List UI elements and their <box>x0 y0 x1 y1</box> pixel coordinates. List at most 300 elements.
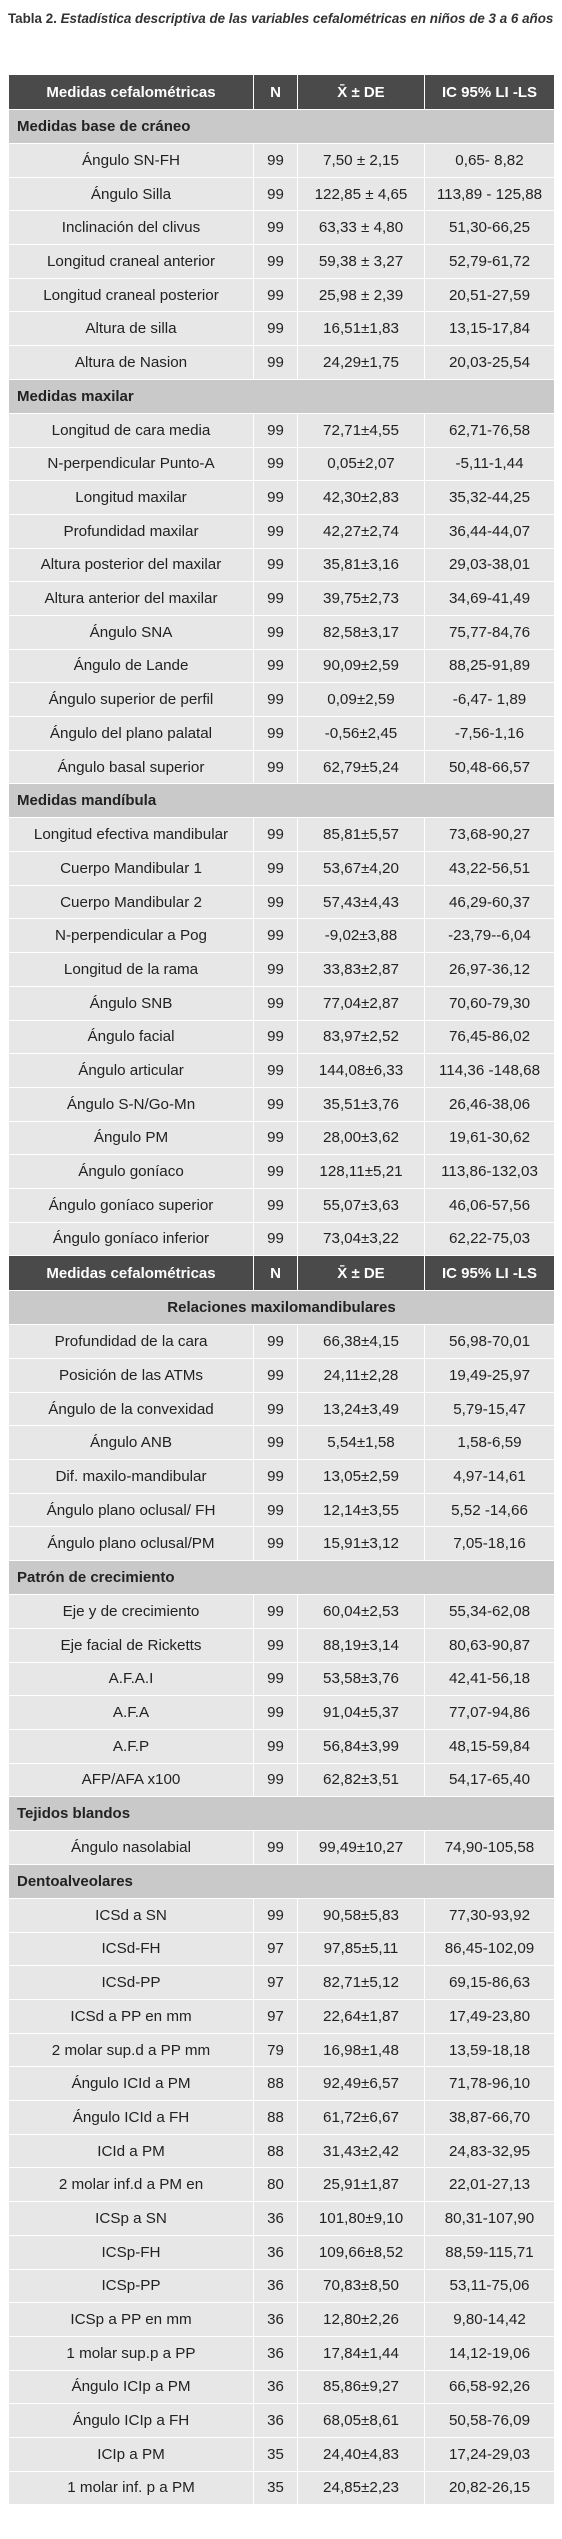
column-header: Medidas cefalométricas <box>9 1256 254 1291</box>
ci-range: 66,58-92,26 <box>425 2370 555 2404</box>
column-header: X̄ ± DE <box>298 1256 425 1291</box>
table-row <box>9 649 555 683</box>
measure-name: ICSd a PP en mm <box>9 2000 254 2034</box>
section-title: Medidas base de cráneo <box>9 110 555 144</box>
table-row <box>9 1054 555 1088</box>
measure-name: ICSd-FH <box>9 1932 254 1966</box>
n-value: 99 <box>254 953 298 987</box>
ci-range: 20,82-26,15 <box>425 2471 555 2505</box>
ci-range: 0,65- 8,82 <box>425 144 555 178</box>
mean-sd: 25,91±1,87 <box>298 2168 425 2202</box>
mean-sd: 101,80±9,10 <box>298 2202 425 2236</box>
ci-range: 113,89 - 125,88 <box>425 177 555 211</box>
table-caption <box>0 0 562 74</box>
ci-range: 56,98-70,01 <box>425 1325 555 1359</box>
ci-range: 114,36 -148,68 <box>425 1054 555 1088</box>
n-value: 99 <box>254 1426 298 1460</box>
mean-sd: 72,71±4,55 <box>298 413 425 447</box>
ci-range: 51,30-66,25 <box>425 211 555 245</box>
n-value: 35 <box>254 2437 298 2471</box>
table-row <box>9 2033 555 2067</box>
measure-name: A.F.A.I <box>9 1662 254 1696</box>
mean-sd: 88,19±3,14 <box>298 1628 425 1662</box>
table-row <box>9 2000 555 2034</box>
table-row <box>9 514 555 548</box>
ci-range: 53,11-75,06 <box>425 2269 555 2303</box>
mean-sd: 12,80±2,26 <box>298 2303 425 2337</box>
measure-name: Longitud maxilar <box>9 481 254 515</box>
mean-sd: -9,02±3,88 <box>298 919 425 953</box>
table-row <box>9 953 555 987</box>
table-row <box>9 919 555 953</box>
ci-range: 13,59-18,18 <box>425 2033 555 2067</box>
cephalometric-table <box>8 74 555 2505</box>
mean-sd: 22,64±1,87 <box>298 2000 425 2034</box>
mean-sd: 97,85±5,11 <box>298 1932 425 1966</box>
mean-sd: 24,85±2,23 <box>298 2471 425 2505</box>
section-title: Dentoalveolares <box>9 1864 555 1898</box>
n-value: 99 <box>254 1595 298 1629</box>
ci-range: 26,97-36,12 <box>425 953 555 987</box>
mean-sd: 144,08±6,33 <box>298 1054 425 1088</box>
table-row <box>9 548 555 582</box>
ci-range: 71,78-96,10 <box>425 2067 555 2101</box>
mean-sd: 12,14±3,55 <box>298 1493 425 1527</box>
measure-name: Longitud de cara media <box>9 413 254 447</box>
n-value: 99 <box>254 1527 298 1561</box>
n-value: 36 <box>254 2202 298 2236</box>
mean-sd: 5,54±1,58 <box>298 1426 425 1460</box>
measure-name: Ángulo plano oclusal/PM <box>9 1527 254 1561</box>
measure-name: N-perpendicular a Pog <box>9 919 254 953</box>
ci-range: 54,17-65,40 <box>425 1763 555 1797</box>
n-value: 88 <box>254 2067 298 2101</box>
mean-sd: 70,83±8,50 <box>298 2269 425 2303</box>
ci-range: 77,30-93,92 <box>425 1898 555 1932</box>
ci-range: 14,12-19,06 <box>425 2336 555 2370</box>
mean-sd: 62,79±5,24 <box>298 750 425 784</box>
measure-name: Altura posterior del maxilar <box>9 548 254 582</box>
section-title: Medidas maxilar <box>9 379 555 413</box>
measure-name: Longitud craneal posterior <box>9 278 254 312</box>
mean-sd: 82,58±3,17 <box>298 615 425 649</box>
mean-sd: 83,97±2,52 <box>298 1020 425 1054</box>
ci-range: 13,15-17,84 <box>425 312 555 346</box>
ci-range: 73,68-90,27 <box>425 818 555 852</box>
table-row <box>9 481 555 515</box>
column-header: N <box>254 75 298 110</box>
measure-name: 2 molar sup.d a PP mm <box>9 2033 254 2067</box>
n-value: 99 <box>254 245 298 279</box>
n-value: 99 <box>254 1121 298 1155</box>
table-row <box>9 1966 555 2000</box>
ci-range: 75,77-84,76 <box>425 615 555 649</box>
mean-sd: 42,30±2,83 <box>298 481 425 515</box>
n-value: 99 <box>254 1729 298 1763</box>
table-row <box>9 1155 555 1189</box>
section-header-row <box>9 1291 555 1325</box>
mean-sd: 92,49±6,57 <box>298 2067 425 2101</box>
measure-name: Ángulo nasolabial <box>9 1831 254 1865</box>
ci-range: 62,71-76,58 <box>425 413 555 447</box>
n-value: 99 <box>254 1763 298 1797</box>
column-header: Medidas cefalométricas <box>9 75 254 110</box>
measure-name: Ángulo superior de perfil <box>9 683 254 717</box>
n-value: 99 <box>254 919 298 953</box>
measure-name: Longitud de la rama <box>9 953 254 987</box>
ci-range: 113,86-132,03 <box>425 1155 555 1189</box>
mean-sd: 31,43±2,42 <box>298 2134 425 2168</box>
mean-sd: 0,09±2,59 <box>298 683 425 717</box>
measure-name: Profundidad de la cara <box>9 1325 254 1359</box>
measure-name: Eje y de crecimiento <box>9 1595 254 1629</box>
mean-sd: 59,38 ± 3,27 <box>298 245 425 279</box>
n-value: 99 <box>254 885 298 919</box>
mean-sd: 57,43±4,43 <box>298 885 425 919</box>
mean-sd: 13,05±2,59 <box>298 1460 425 1494</box>
mean-sd: 0,05±2,07 <box>298 447 425 481</box>
mean-sd: 73,04±3,22 <box>298 1222 425 1256</box>
ci-range: 5,79-15,47 <box>425 1392 555 1426</box>
table-row <box>9 885 555 919</box>
table-row <box>9 346 555 380</box>
mean-sd: 90,09±2,59 <box>298 649 425 683</box>
n-value: 99 <box>254 1087 298 1121</box>
mean-sd: -0,56±2,45 <box>298 717 425 751</box>
n-value: 99 <box>254 514 298 548</box>
ci-range: 24,83-32,95 <box>425 2134 555 2168</box>
ci-range: 48,15-59,84 <box>425 1729 555 1763</box>
measure-name: Ángulo plano oclusal/ FH <box>9 1493 254 1527</box>
mean-sd: 42,27±2,74 <box>298 514 425 548</box>
ci-range: 62,22-75,03 <box>425 1222 555 1256</box>
mean-sd: 85,81±5,57 <box>298 818 425 852</box>
mean-sd: 60,04±2,53 <box>298 1595 425 1629</box>
table-row <box>9 717 555 751</box>
measure-name: ICSd a SN <box>9 1898 254 1932</box>
measure-name: ICSp a PP en mm <box>9 2303 254 2337</box>
mean-sd: 16,51±1,83 <box>298 312 425 346</box>
mean-sd: 122,85 ± 4,65 <box>298 177 425 211</box>
table-row <box>9 2235 555 2269</box>
measure-name: Ángulo del plano palatal <box>9 717 254 751</box>
n-value: 99 <box>254 1222 298 1256</box>
ci-range: 17,24-29,03 <box>425 2437 555 2471</box>
table-row <box>9 1460 555 1494</box>
section-header-row <box>9 110 555 144</box>
n-value: 99 <box>254 1188 298 1222</box>
measure-name: Longitud craneal anterior <box>9 245 254 279</box>
n-value: 36 <box>254 2235 298 2269</box>
mean-sd: 25,98 ± 2,39 <box>298 278 425 312</box>
ci-range: -6,47- 1,89 <box>425 683 555 717</box>
mean-sd: 35,81±3,16 <box>298 548 425 582</box>
mean-sd: 24,40±4,83 <box>298 2437 425 2471</box>
ci-range: 88,25-91,89 <box>425 649 555 683</box>
measure-name: Ángulo SNA <box>9 615 254 649</box>
table-row <box>9 1831 555 1865</box>
section-title: Patrón de crecimiento <box>9 1561 555 1595</box>
mean-sd: 62,82±3,51 <box>298 1763 425 1797</box>
table-row <box>9 278 555 312</box>
column-header: N <box>254 1256 298 1291</box>
table-row <box>9 2437 555 2471</box>
mean-sd: 35,51±3,76 <box>298 1087 425 1121</box>
ci-range: 34,69-41,49 <box>425 582 555 616</box>
measure-name: ICSd-PP <box>9 1966 254 2000</box>
n-value: 99 <box>254 211 298 245</box>
mean-sd: 24,11±2,28 <box>298 1359 425 1393</box>
table-row <box>9 1325 555 1359</box>
ci-range: 26,46-38,06 <box>425 1087 555 1121</box>
measure-name: Ángulo ANB <box>9 1426 254 1460</box>
measure-name: Ángulo SN-FH <box>9 144 254 178</box>
mean-sd: 90,58±5,83 <box>298 1898 425 1932</box>
table-row <box>9 615 555 649</box>
mean-sd: 53,58±3,76 <box>298 1662 425 1696</box>
measure-name: Ángulo articular <box>9 1054 254 1088</box>
table-row <box>9 245 555 279</box>
n-value: 99 <box>254 312 298 346</box>
measure-name: ICId a PM <box>9 2134 254 2168</box>
mean-sd: 128,11±5,21 <box>298 1155 425 1189</box>
table-row <box>9 2404 555 2438</box>
n-value: 99 <box>254 717 298 751</box>
n-value: 99 <box>254 413 298 447</box>
table-row <box>9 1426 555 1460</box>
section-header-row <box>9 1797 555 1831</box>
n-value: 99 <box>254 1493 298 1527</box>
ci-range: 20,03-25,54 <box>425 346 555 380</box>
table-row <box>9 1628 555 1662</box>
measure-name: Altura de silla <box>9 312 254 346</box>
n-value: 35 <box>254 2471 298 2505</box>
table-row <box>9 1595 555 1629</box>
mean-sd: 66,38±4,15 <box>298 1325 425 1359</box>
mean-sd: 24,29±1,75 <box>298 346 425 380</box>
ci-range: 9,80-14,42 <box>425 2303 555 2337</box>
section-title: Medidas mandíbula <box>9 784 555 818</box>
table-row <box>9 2269 555 2303</box>
ci-range: 80,63-90,87 <box>425 1628 555 1662</box>
measure-name: Cuerpo Mandibular 1 <box>9 852 254 886</box>
n-value: 97 <box>254 1932 298 1966</box>
ci-range: 4,97-14,61 <box>425 1460 555 1494</box>
n-value: 97 <box>254 2000 298 2034</box>
table-row <box>9 1932 555 1966</box>
ci-range: 35,32-44,25 <box>425 481 555 515</box>
section-header-row <box>9 1864 555 1898</box>
n-value: 99 <box>254 1392 298 1426</box>
measure-name: Eje facial de Ricketts <box>9 1628 254 1662</box>
measure-name: Ángulo ICIp a PM <box>9 2370 254 2404</box>
ci-range: 70,60-79,30 <box>425 986 555 1020</box>
ci-range: 22,01-27,13 <box>425 2168 555 2202</box>
ci-range: 46,29-60,37 <box>425 885 555 919</box>
table-header-row <box>9 75 555 110</box>
table-row <box>9 2202 555 2236</box>
n-value: 99 <box>254 1831 298 1865</box>
measure-name: Ángulo SNB <box>9 986 254 1020</box>
mean-sd: 82,71±5,12 <box>298 1966 425 2000</box>
column-header: IC 95% LI -LS <box>425 75 555 110</box>
n-value: 99 <box>254 986 298 1020</box>
ci-range: 46,06-57,56 <box>425 1188 555 1222</box>
ci-range: 7,05-18,16 <box>425 1527 555 1561</box>
ci-range: 19,61-30,62 <box>425 1121 555 1155</box>
table-row <box>9 2134 555 2168</box>
mean-sd: 61,72±6,67 <box>298 2101 425 2135</box>
mean-sd: 109,66±8,52 <box>298 2235 425 2269</box>
n-value: 99 <box>254 177 298 211</box>
mean-sd: 33,83±2,87 <box>298 953 425 987</box>
table-row <box>9 177 555 211</box>
measure-name: ICIp a PM <box>9 2437 254 2471</box>
n-value: 99 <box>254 548 298 582</box>
table-row <box>9 1696 555 1730</box>
table-row <box>9 2067 555 2101</box>
ci-range: 80,31-107,90 <box>425 2202 555 2236</box>
table-row <box>9 1020 555 1054</box>
table-row <box>9 2101 555 2135</box>
mean-sd: 13,24±3,49 <box>298 1392 425 1426</box>
ci-range: 76,45-86,02 <box>425 1020 555 1054</box>
n-value: 99 <box>254 1898 298 1932</box>
measure-name: Ángulo ICId a FH <box>9 2101 254 2135</box>
n-value: 99 <box>254 144 298 178</box>
ci-range: 19,49-25,97 <box>425 1359 555 1393</box>
ci-range: 55,34-62,08 <box>425 1595 555 1629</box>
measure-name: Ángulo goníaco inferior <box>9 1222 254 1256</box>
measure-name: Cuerpo Mandibular 2 <box>9 885 254 919</box>
n-value: 99 <box>254 615 298 649</box>
mean-sd: 16,98±1,48 <box>298 2033 425 2067</box>
measure-name: Ángulo goníaco superior <box>9 1188 254 1222</box>
ci-range: 5,52 -14,66 <box>425 1493 555 1527</box>
n-value: 99 <box>254 649 298 683</box>
table-row <box>9 1222 555 1256</box>
mean-sd: 28,00±3,62 <box>298 1121 425 1155</box>
table-row <box>9 1662 555 1696</box>
measure-name: A.F.P <box>9 1729 254 1763</box>
table-row <box>9 1359 555 1393</box>
mean-sd: 77,04±2,87 <box>298 986 425 1020</box>
measure-name: Ángulo basal superior <box>9 750 254 784</box>
table-row <box>9 1527 555 1561</box>
mean-sd: 85,86±9,27 <box>298 2370 425 2404</box>
measure-name: Ángulo S-N/Go-Mn <box>9 1087 254 1121</box>
table-row <box>9 1121 555 1155</box>
n-value: 80 <box>254 2168 298 2202</box>
mean-sd: 39,75±2,73 <box>298 582 425 616</box>
section-title: Relaciones maxilomandibulares <box>9 1291 555 1325</box>
ci-range: 29,03-38,01 <box>425 548 555 582</box>
table-row <box>9 1493 555 1527</box>
ci-range: 88,59-115,71 <box>425 2235 555 2269</box>
ci-range: 74,90-105,58 <box>425 1831 555 1865</box>
table-row <box>9 2303 555 2337</box>
n-value: 36 <box>254 2269 298 2303</box>
measure-name: Ángulo de la convexidad <box>9 1392 254 1426</box>
measure-name: Posición de las ATMs <box>9 1359 254 1393</box>
table-row <box>9 1188 555 1222</box>
measure-name: Ángulo PM <box>9 1121 254 1155</box>
mean-sd: 53,67±4,20 <box>298 852 425 886</box>
n-value: 36 <box>254 2404 298 2438</box>
table-row <box>9 750 555 784</box>
n-value: 36 <box>254 2336 298 2370</box>
table-row <box>9 2471 555 2505</box>
measure-name: ICSp a SN <box>9 2202 254 2236</box>
measure-name: Altura de Nasion <box>9 346 254 380</box>
measure-name: Ángulo ICId a PM <box>9 2067 254 2101</box>
measure-name: ICSp-PP <box>9 2269 254 2303</box>
table-row <box>9 2370 555 2404</box>
ci-range: 77,07-94,86 <box>425 1696 555 1730</box>
n-value: 99 <box>254 750 298 784</box>
ci-range: 52,79-61,72 <box>425 245 555 279</box>
table-header-row <box>9 1256 555 1291</box>
table-row <box>9 144 555 178</box>
table-row <box>9 1763 555 1797</box>
n-value: 99 <box>254 447 298 481</box>
ci-range: 38,87-66,70 <box>425 2101 555 2135</box>
measure-name: Dif. maxilo-mandibular <box>9 1460 254 1494</box>
measure-name: A.F.A <box>9 1696 254 1730</box>
table-row <box>9 683 555 717</box>
measure-name: Ángulo goníaco <box>9 1155 254 1189</box>
measure-name: ICSp-FH <box>9 2235 254 2269</box>
measure-name: Inclinación del clivus <box>9 211 254 245</box>
n-value: 99 <box>254 1662 298 1696</box>
n-value: 99 <box>254 852 298 886</box>
n-value: 99 <box>254 481 298 515</box>
n-value: 36 <box>254 2370 298 2404</box>
n-value: 99 <box>254 818 298 852</box>
mean-sd: 15,91±3,12 <box>298 1527 425 1561</box>
ci-range: 42,41-56,18 <box>425 1662 555 1696</box>
mean-sd: 56,84±3,99 <box>298 1729 425 1763</box>
n-value: 99 <box>254 1020 298 1054</box>
n-value: 99 <box>254 278 298 312</box>
table-row <box>9 2168 555 2202</box>
mean-sd: 63,33 ± 4,80 <box>298 211 425 245</box>
table-row <box>9 986 555 1020</box>
table-row <box>9 582 555 616</box>
caption-text: Estadística descriptiva de las variables cefalométricas en niños de 3 a 6 años <box>60 11 554 26</box>
table-row <box>9 1392 555 1426</box>
table-row <box>9 413 555 447</box>
table-row <box>9 1898 555 1932</box>
ci-range: 17,49-23,80 <box>425 2000 555 2034</box>
n-value: 99 <box>254 1054 298 1088</box>
measure-name: 1 molar sup.p a PP <box>9 2336 254 2370</box>
measure-name: Altura anterior del maxilar <box>9 582 254 616</box>
ci-range: 20,51-27,59 <box>425 278 555 312</box>
measure-name: Ángulo Silla <box>9 177 254 211</box>
table-row <box>9 312 555 346</box>
measure-name: Ángulo de Lande <box>9 649 254 683</box>
n-value: 99 <box>254 582 298 616</box>
measure-name: Profundidad maxilar <box>9 514 254 548</box>
section-header-row <box>9 1561 555 1595</box>
column-header: IC 95% LI -LS <box>425 1256 555 1291</box>
measure-name: N-perpendicular Punto-A <box>9 447 254 481</box>
ci-range: 50,58-76,09 <box>425 2404 555 2438</box>
table-row <box>9 1087 555 1121</box>
section-title: Tejidos blandos <box>9 1797 555 1831</box>
n-value: 99 <box>254 1628 298 1662</box>
